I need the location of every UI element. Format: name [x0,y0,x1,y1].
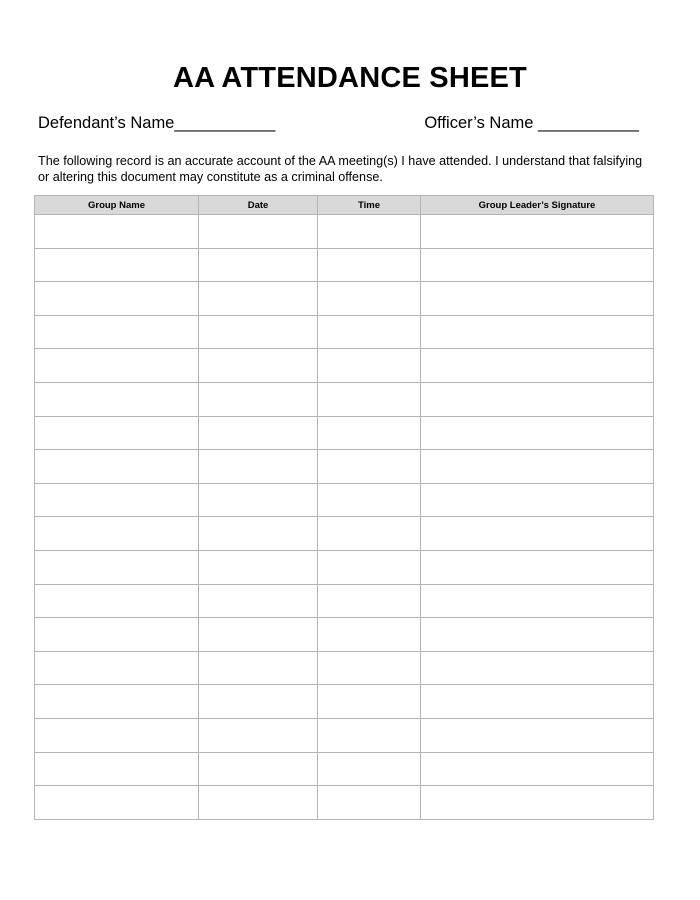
group-name-cell[interactable] [35,786,199,820]
officer-name-label: Officer’s Name [424,114,534,132]
table-header-row [35,196,654,215]
date-cell[interactable] [199,416,318,450]
table-row [35,786,654,820]
attendance-table [34,195,654,820]
date-cell[interactable] [199,215,318,249]
header-time: Time [318,196,421,215]
table-row [35,517,654,551]
officer-name-field[interactable] [424,112,639,134]
group-name-cell[interactable] [35,550,199,584]
date-cell[interactable] [199,651,318,685]
name-fields [38,112,642,134]
time-cell[interactable] [318,382,421,416]
group-name-cell[interactable] [35,315,199,349]
header-signature: Group Leader’s Signature [421,196,654,215]
date-cell[interactable] [199,483,318,517]
group-name-cell[interactable] [35,517,199,551]
time-cell[interactable] [318,282,421,316]
date-cell[interactable] [199,248,318,282]
time-cell[interactable] [318,685,421,719]
table-row [35,752,654,786]
time-cell[interactable] [318,215,421,249]
time-cell[interactable] [318,618,421,652]
signature-cell[interactable] [421,618,654,652]
table-row [35,550,654,584]
group-name-cell[interactable] [35,215,199,249]
group-name-cell[interactable] [35,752,199,786]
date-cell[interactable] [199,517,318,551]
table-row [35,718,654,752]
group-name-cell[interactable] [35,349,199,383]
defendant-name-label: Defendant’s Name [38,114,175,132]
table-row [35,450,654,484]
time-cell[interactable] [318,752,421,786]
time-cell[interactable] [318,584,421,618]
table-row [35,618,654,652]
time-cell[interactable] [318,786,421,820]
table-row [35,584,654,618]
group-name-cell[interactable] [35,618,199,652]
date-cell[interactable] [199,450,318,484]
date-cell[interactable] [199,282,318,316]
table-row [35,248,654,282]
signature-cell[interactable] [421,382,654,416]
signature-cell[interactable] [421,349,654,383]
signature-cell[interactable] [421,718,654,752]
time-cell[interactable] [318,718,421,752]
signature-cell[interactable] [421,550,654,584]
signature-cell[interactable] [421,450,654,484]
signature-cell[interactable] [421,215,654,249]
table-row [35,651,654,685]
date-cell[interactable] [199,752,318,786]
signature-cell[interactable] [421,248,654,282]
time-cell[interactable] [318,248,421,282]
defendant-name-field[interactable] [38,112,275,134]
time-cell[interactable] [318,483,421,517]
date-cell[interactable] [199,550,318,584]
time-cell[interactable] [318,450,421,484]
group-name-cell[interactable] [35,483,199,517]
date-cell[interactable] [199,382,318,416]
date-cell[interactable] [199,718,318,752]
time-cell[interactable] [318,315,421,349]
group-name-cell[interactable] [35,282,199,316]
group-name-cell[interactable] [35,450,199,484]
signature-cell[interactable] [421,416,654,450]
group-name-cell[interactable] [35,248,199,282]
signature-cell[interactable] [421,584,654,618]
signature-cell[interactable] [421,483,654,517]
table-row [35,483,654,517]
date-cell[interactable] [199,786,318,820]
page-title: AA ATTENDANCE SHEET [173,62,527,94]
date-cell[interactable] [199,685,318,719]
time-cell[interactable] [318,416,421,450]
table-body [35,215,654,820]
group-name-cell[interactable] [35,584,199,618]
signature-cell[interactable] [421,752,654,786]
signature-cell[interactable] [421,282,654,316]
time-cell[interactable] [318,349,421,383]
signature-cell[interactable] [421,315,654,349]
group-name-cell[interactable] [35,651,199,685]
table-row [35,685,654,719]
time-cell[interactable] [318,550,421,584]
group-name-cell[interactable] [35,685,199,719]
date-cell[interactable] [199,349,318,383]
group-name-cell[interactable] [35,718,199,752]
table-row [35,315,654,349]
signature-cell[interactable] [421,685,654,719]
officer-name-line[interactable]: ___________ [538,114,639,132]
defendant-name-line[interactable]: ___________ [174,114,276,132]
header-group-name: Group Name [35,196,199,215]
statement-text: The following record is an accurate account of the AA meeting(s) I have attended. I understand that falsifying or altering this document may constitute as a criminal offense. [38,154,643,184]
group-name-cell[interactable] [35,382,199,416]
table-row [35,416,654,450]
date-cell[interactable] [199,315,318,349]
signature-cell[interactable] [421,786,654,820]
table-row [35,349,654,383]
group-name-cell[interactable] [35,416,199,450]
table-row [35,282,654,316]
table-row [35,215,654,249]
header-date: Date [199,196,318,215]
date-cell[interactable] [199,584,318,618]
signature-cell[interactable] [421,651,654,685]
time-cell[interactable] [318,517,421,551]
date-cell[interactable] [199,618,318,652]
time-cell[interactable] [318,651,421,685]
signature-cell[interactable] [421,517,654,551]
table-row [35,382,654,416]
